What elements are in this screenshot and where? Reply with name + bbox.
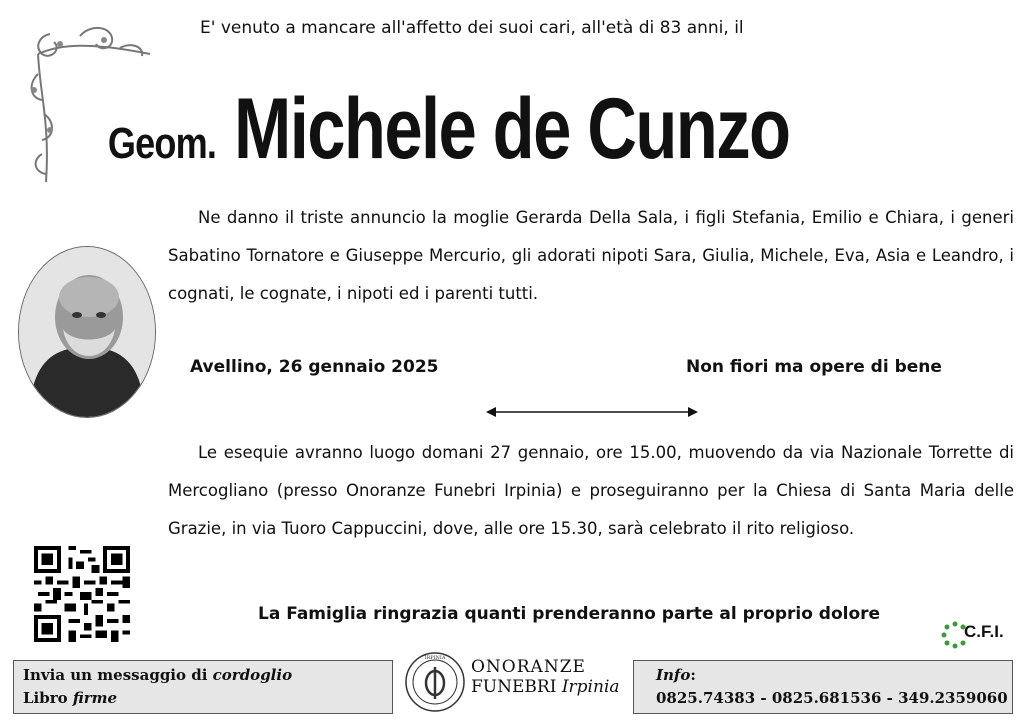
funeral-paragraph: Le esequie avranno luogo domani 27 gennaio, ore 15.00, muovendo da via Nazionale Torrette di Mercogliano (presso Onoranze Funebri Irpinia) e proseguiranno per la Chiesa di Santa Maria delle Grazie, in via Tuoro Cappuccini, dove, alle ore 15.30, sarà celebrato il rito religioso.: [168, 443, 1014, 538]
condolence-box[interactable]: [13, 660, 393, 714]
phone-numbers[interactable]: 0825.74383 - 0825.681536 - 349.2359060: [656, 689, 1008, 707]
announcement-paragraph: Ne danno il triste annuncio la moglie Gerarda Della Sala, i figli Stefania, Emilio e Chiara, i generi Sabatino Tornatore e Giuseppe Mercurio, gli adorati nipoti Sara, Giulia, Michele, Eva, Asia e Leandro, i cognati, le cognate, i nipoti ed i parenti tutti.: [168, 208, 1014, 303]
cfi-logo: [940, 620, 1020, 652]
family-thanks: La Famiglia ringrazia quanti prenderanno parte al proprio dolore: [258, 604, 881, 624]
deceased-name: Michele de Cunzo: [233, 81, 790, 177]
place-date: Avellino, 26 gennaio 2025: [190, 357, 439, 377]
deceased-title: [0, 81, 1024, 177]
agency-line1: ONORANZE: [471, 657, 586, 677]
info-label: Info:: [656, 666, 696, 684]
cfi-label: C.F.I.: [964, 622, 1004, 641]
title-prefix: Geom.: [107, 119, 216, 168]
agency-seal-icon: [404, 651, 466, 713]
svg-text:IRPINIA: IRPINIA: [424, 655, 446, 661]
no-flowers-note: Non fiori ma opere di bene: [686, 357, 942, 377]
guestbook-link[interactable]: Libro firme: [23, 689, 118, 707]
intro-text: E' venuto a mancare all'affetto dei suoi cari, all'età di 83 anni, il: [200, 18, 744, 38]
agency-name: [471, 657, 620, 697]
double-arrow-divider: [486, 405, 698, 419]
qr-code[interactable]: [34, 546, 130, 642]
condolence-link[interactable]: Invia un messaggio di cordoglio: [23, 666, 293, 684]
portrait-photo: [18, 246, 156, 418]
agency-line2: FUNEBRI Irpinia: [471, 677, 620, 697]
info-box: [633, 660, 1013, 714]
